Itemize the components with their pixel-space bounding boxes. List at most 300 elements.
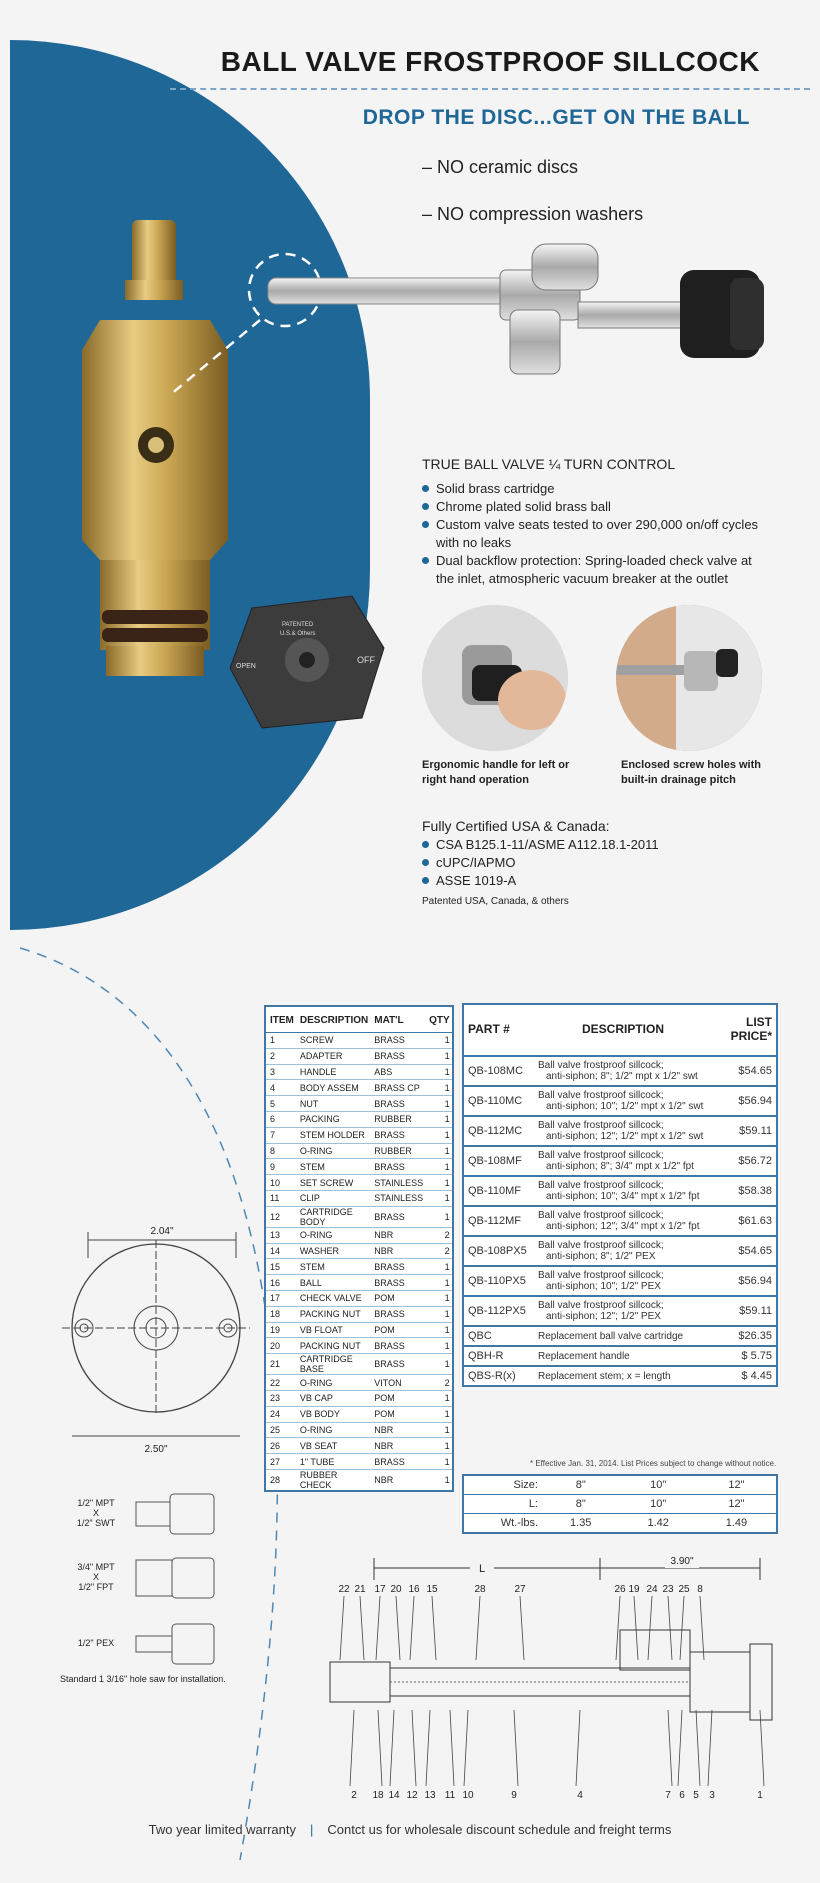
handle-patent-scope-text: U.S.& Others <box>280 631 316 637</box>
table-cell: O-RING <box>296 1422 370 1438</box>
callout-number: 16 <box>408 1584 420 1595</box>
table-row <box>265 1227 453 1243</box>
feature-item: Solid brass cartridge <box>422 480 762 498</box>
table-cell: 17 <box>265 1290 296 1306</box>
table-cell: VB SEAT <box>296 1438 370 1454</box>
table-cell: BRASS <box>370 1338 425 1354</box>
part-description: Ball valve frostproof sillcock; anti-siphon; 12"; 1/2" PEX <box>534 1296 712 1326</box>
table-cell: L: <box>463 1495 542 1514</box>
part-description: Ball valve frostproof sillcock; anti-siphon; 8"; 1/2" mpt x 1/2" swt <box>534 1056 712 1086</box>
table-row <box>463 1296 777 1326</box>
table-cell: 1" TUBE <box>296 1454 370 1470</box>
table-row <box>265 1064 453 1080</box>
table-cell: BALL <box>296 1275 370 1291</box>
handle-in-hand-photo <box>422 605 568 751</box>
table-row <box>265 1175 453 1191</box>
table-row <box>463 1514 777 1534</box>
part-description: Replacement handle <box>534 1346 712 1366</box>
callout-leader-line <box>340 1596 344 1660</box>
part-number: QB-110PX5 <box>463 1266 534 1296</box>
callout-number: 27 <box>514 1584 526 1595</box>
table-cell: 1 <box>425 1454 453 1470</box>
table-cell: BRASS <box>370 1275 425 1291</box>
bullet-dot-icon <box>422 859 429 866</box>
table-row <box>265 1111 453 1127</box>
callout-leader-line <box>410 1596 414 1660</box>
part-number: QB-108MF <box>463 1146 534 1176</box>
list-price: $59.11 <box>712 1116 777 1146</box>
certification-item: cUPC/IAPMO <box>422 854 762 872</box>
callout-number: 20 <box>390 1584 402 1595</box>
handle-illustration <box>222 588 392 736</box>
part-number: QBH-R <box>463 1346 534 1366</box>
patent-note: Patented USA, Canada, & others <box>422 896 569 907</box>
callout-leader-line <box>464 1710 468 1786</box>
table-cell: NUT <box>296 1096 370 1112</box>
table-cell: NBR <box>370 1469 425 1491</box>
certifications-heading: Fully Certified USA & Canada: <box>422 818 610 834</box>
callout-leader-line <box>396 1596 400 1660</box>
claim-no-ceramic: – NO ceramic discs <box>422 157 579 177</box>
callout-leader-line <box>450 1710 454 1786</box>
certification-item: CSA B125.1-11/ASME A112.18.1-2011 <box>422 836 762 854</box>
parts-header-price: LIST PRICE* <box>712 1004 777 1056</box>
table-cell: ADAPTER <box>296 1048 370 1064</box>
table-cell: 25 <box>265 1422 296 1438</box>
callout-leader-line <box>616 1596 620 1660</box>
table-cell: POM <box>370 1322 425 1338</box>
table-cell: 6 <box>265 1111 296 1127</box>
callout-leader-line <box>476 1596 480 1660</box>
callout-number: 24 <box>646 1584 658 1595</box>
list-price: $56.72 <box>712 1146 777 1176</box>
table-row <box>463 1116 777 1146</box>
table-cell: 8" <box>542 1495 619 1514</box>
callout-number: 25 <box>678 1584 690 1595</box>
table-cell: 16 <box>265 1275 296 1291</box>
table-cell: 12" <box>697 1475 777 1495</box>
table-row <box>265 1143 453 1159</box>
table-cell: VB FLOAT <box>296 1322 370 1338</box>
bullet-dot-icon <box>422 841 429 848</box>
table-cell: 1.35 <box>542 1514 619 1534</box>
list-price: $ 4.45 <box>712 1366 777 1386</box>
list-price: $59.11 <box>712 1296 777 1326</box>
part-description: Ball valve frostproof sillcock; anti-siphon; 10"; 3/4" mpt x 1/2" fpt <box>534 1176 712 1206</box>
table-cell: ABS <box>370 1064 425 1080</box>
part-description: Replacement ball valve cartridge <box>534 1326 712 1346</box>
table-row <box>265 1190 453 1206</box>
table-cell: 20 <box>265 1338 296 1354</box>
parts-table-header <box>463 1004 777 1056</box>
callout-leader-line <box>514 1710 518 1786</box>
table-cell: NBR <box>370 1243 425 1259</box>
items-header-material: MAT'L <box>370 1006 425 1033</box>
callout-leader-line <box>668 1710 672 1786</box>
table-cell: 1 <box>425 1469 453 1491</box>
table-cell: 19 <box>265 1322 296 1338</box>
table-cell: SCREW <box>296 1033 370 1049</box>
part-number: QBC <box>463 1326 534 1346</box>
table-cell: 10" <box>619 1475 696 1495</box>
size-table-body <box>463 1475 777 1533</box>
table-row <box>265 1306 453 1322</box>
list-price: $58.38 <box>712 1176 777 1206</box>
callout-number: 28 <box>474 1584 486 1595</box>
part-number: QB-110MF <box>463 1176 534 1206</box>
table-cell: 12 <box>265 1206 296 1227</box>
table-cell: 1 <box>425 1096 453 1112</box>
table-row <box>265 1469 453 1491</box>
callout-leader-line <box>432 1596 436 1660</box>
fitting-pex-icon <box>134 1622 218 1666</box>
table-cell: CARTRIDGE BASE <box>296 1354 370 1375</box>
table-cell: 1 <box>265 1033 296 1049</box>
table-row <box>463 1495 777 1514</box>
table-cell: 3 <box>265 1064 296 1080</box>
part-description: Ball valve frostproof sillcock; anti-siphon; 8"; 1/2" PEX <box>534 1236 712 1266</box>
cross-section-drawing <box>320 1550 780 1810</box>
table-row <box>265 1243 453 1259</box>
callout-leader-line <box>576 1710 580 1786</box>
part-number: QBS-R(x) <box>463 1366 534 1386</box>
callout-leader-line <box>376 1596 380 1660</box>
callout-leader-line <box>668 1596 672 1660</box>
table-cell: BRASS <box>370 1048 425 1064</box>
table-cell: 1 <box>425 1390 453 1406</box>
table-row <box>463 1366 777 1386</box>
table-cell: 2 <box>425 1243 453 1259</box>
title-divider <box>170 88 810 90</box>
table-cell: HANDLE <box>296 1064 370 1080</box>
table-cell: 10 <box>265 1175 296 1191</box>
callout-number: 15 <box>426 1584 438 1595</box>
list-price: $54.65 <box>712 1236 777 1266</box>
parts-table-body <box>463 1056 777 1386</box>
callout-leader-line <box>378 1710 382 1786</box>
table-cell: 1 <box>425 1175 453 1191</box>
callout-number: 12 <box>406 1790 418 1801</box>
part-description: Replacement stem; x = length <box>534 1366 712 1386</box>
table-cell: BRASS <box>370 1033 425 1049</box>
callout-number: 10 <box>462 1790 474 1801</box>
table-row <box>265 1454 453 1470</box>
callout-number: 13 <box>424 1790 436 1801</box>
callout-number: 11 <box>444 1790 456 1801</box>
table-row <box>265 1390 453 1406</box>
table-row <box>265 1275 453 1291</box>
fitting-mpt-fpt-icon <box>134 1556 218 1600</box>
table-row <box>463 1056 777 1086</box>
table-row <box>463 1266 777 1296</box>
handle-open-text: OPEN <box>236 663 256 670</box>
callout-number: 7 <box>665 1790 671 1801</box>
list-price: $26.35 <box>712 1326 777 1346</box>
bullet-dot-icon <box>422 557 429 564</box>
callout-leader-line <box>360 1596 364 1660</box>
table-row <box>463 1176 777 1206</box>
footer-warranty: Two year limited warranty <box>148 1822 297 1837</box>
table-cell: 7 <box>265 1127 296 1143</box>
table-cell: RUBBER CHECK <box>296 1469 370 1491</box>
table-row <box>265 1206 453 1227</box>
callout-number: 23 <box>662 1584 674 1595</box>
table-cell: 18 <box>265 1306 296 1322</box>
table-row <box>265 1080 453 1096</box>
items-table-body <box>265 1033 453 1491</box>
table-row <box>265 1290 453 1306</box>
table-cell: 1 <box>425 1159 453 1175</box>
page-subtitle: DROP THE DISC...GET ON THE BALL <box>362 106 750 129</box>
parts-header-part: PART # <box>463 1004 534 1056</box>
page-title: BALL VALVE FROSTPROOF SILLCOCK <box>220 46 760 77</box>
price-footnote: * Effective Jan. 31, 2014. List Prices subject to change without notice. <box>530 1459 777 1468</box>
part-description: Ball valve frostproof sillcock; anti-siphon; 10"; 1/2" PEX <box>534 1266 712 1296</box>
part-number: QB-112MC <box>463 1116 534 1146</box>
table-row <box>265 1422 453 1438</box>
caption-ergonomic-handle: Ergonomic handle for left or right hand operation <box>422 759 570 786</box>
table-cell: BRASS CP <box>370 1080 425 1096</box>
table-cell: 15 <box>265 1259 296 1275</box>
table-cell: 22 <box>265 1375 296 1391</box>
table-cell: 4 <box>265 1080 296 1096</box>
table-cell: 1 <box>425 1033 453 1049</box>
table-cell: 1.49 <box>697 1514 777 1534</box>
flange-drawing <box>62 1218 262 1458</box>
table-cell: STEM <box>296 1259 370 1275</box>
list-price: $54.65 <box>712 1056 777 1086</box>
parts-price-table <box>462 1003 778 1387</box>
claim-no-washers: – NO compression washers <box>422 204 644 224</box>
table-cell: NBR <box>370 1438 425 1454</box>
parts-header-description: DESCRIPTION <box>534 1004 712 1056</box>
table-row <box>265 1259 453 1275</box>
callout-number: 21 <box>354 1584 366 1595</box>
table-cell: 1 <box>425 1143 453 1159</box>
install-note: Standard 1 3/16" hole saw for installation. <box>60 1674 226 1684</box>
connection-mpt-swt: 1/2" MPT X 1/2" SWT <box>76 1498 116 1528</box>
table-row <box>265 1406 453 1422</box>
items-header-qty: QTY <box>425 1006 453 1033</box>
table-cell: 1 <box>425 1438 453 1454</box>
table-cell: 1 <box>425 1275 453 1291</box>
callout-leader-line <box>426 1710 430 1786</box>
table-cell: CLIP <box>296 1190 370 1206</box>
table-cell: CHECK VALVE <box>296 1290 370 1306</box>
table-row <box>463 1146 777 1176</box>
table-row <box>265 1438 453 1454</box>
table-cell: BRASS <box>370 1206 425 1227</box>
features-heading: TRUE BALL VALVE ¼ TURN CONTROL <box>422 456 676 472</box>
table-cell: 5 <box>265 1096 296 1112</box>
list-price: $56.94 <box>712 1266 777 1296</box>
table-row <box>463 1346 777 1366</box>
handle-patented-text: PATENTED <box>282 622 314 628</box>
table-cell: BRASS <box>370 1454 425 1470</box>
table-cell: WASHER <box>296 1243 370 1259</box>
flange-top-dimension: 2.04" <box>150 1226 174 1237</box>
callout-number: 5 <box>693 1790 699 1801</box>
table-cell: BRASS <box>370 1127 425 1143</box>
table-cell: O-RING <box>296 1143 370 1159</box>
table-cell: 1 <box>425 1190 453 1206</box>
callout-number: 19 <box>628 1584 640 1595</box>
table-cell: 1.42 <box>619 1514 696 1534</box>
table-cell: 1 <box>425 1127 453 1143</box>
list-price: $61.63 <box>712 1206 777 1236</box>
callout-leader-line <box>520 1596 524 1660</box>
callout-leader-line <box>634 1596 638 1660</box>
callout-leader-line <box>696 1710 700 1786</box>
table-cell: NBR <box>370 1422 425 1438</box>
table-cell: 23 <box>265 1390 296 1406</box>
table-cell: 1 <box>425 1354 453 1375</box>
table-cell: 1 <box>425 1322 453 1338</box>
table-cell: 21 <box>265 1354 296 1375</box>
footer-separator: | <box>310 1822 314 1837</box>
size-table <box>462 1474 778 1534</box>
table-cell: 1 <box>425 1406 453 1422</box>
table-cell: PACKING <box>296 1111 370 1127</box>
table-cell: RUBBER <box>370 1143 425 1159</box>
bullet-dot-icon <box>422 521 429 528</box>
callout-leader-line <box>390 1710 394 1786</box>
items-table <box>264 1005 454 1492</box>
features-list <box>422 480 762 588</box>
table-row <box>463 1086 777 1116</box>
length-label: L <box>478 1563 486 1575</box>
items-table-header <box>265 1006 453 1033</box>
part-description: Ball valve frostproof sillcock; anti-siphon; 12"; 3/4" mpt x 1/2" fpt <box>534 1206 712 1236</box>
part-number: QB-108MC <box>463 1056 534 1086</box>
top-callouts <box>338 1584 704 1660</box>
callout-leader-line <box>760 1710 764 1786</box>
table-row <box>265 1159 453 1175</box>
callout-number: 1 <box>757 1790 763 1801</box>
table-cell: CARTRIDGE BODY <box>296 1206 370 1227</box>
table-cell: 9 <box>265 1159 296 1175</box>
table-cell: 12" <box>697 1495 777 1514</box>
table-cell: VB CAP <box>296 1390 370 1406</box>
handle-off-text: OFF <box>357 655 375 665</box>
table-cell: 1 <box>425 1306 453 1322</box>
callout-number: 22 <box>338 1584 350 1595</box>
table-cell: 27 <box>265 1454 296 1470</box>
bullet-dot-icon <box>422 503 429 510</box>
head-dimension-label: 3.90" <box>670 1556 694 1567</box>
table-cell: 1 <box>425 1290 453 1306</box>
table-cell: BRASS <box>370 1259 425 1275</box>
callout-number: 4 <box>577 1790 583 1801</box>
feature-item: Custom valve seats tested to over 290,000 on/off cycles with no leaks <box>422 516 762 552</box>
table-row <box>265 1338 453 1354</box>
table-row <box>265 1375 453 1391</box>
table-cell: POM <box>370 1290 425 1306</box>
table-cell: 2 <box>425 1227 453 1243</box>
table-cell: 1 <box>425 1259 453 1275</box>
callout-leader-line <box>648 1596 652 1660</box>
callout-leader-line <box>708 1710 712 1786</box>
table-cell: PACKING NUT <box>296 1306 370 1322</box>
table-cell: 1 <box>425 1111 453 1127</box>
part-description: Ball valve frostproof sillcock; anti-siphon; 12"; 1/2" mpt x 1/2" swt <box>534 1116 712 1146</box>
table-cell: 11 <box>265 1190 296 1206</box>
table-cell: BRASS <box>370 1354 425 1375</box>
callout-leader-line <box>412 1710 416 1786</box>
feature-item: Chrome plated solid brass ball <box>422 498 762 516</box>
table-cell: 1 <box>425 1080 453 1096</box>
bullet-dot-icon <box>422 877 429 884</box>
callout-number: 14 <box>388 1790 400 1801</box>
connection-mpt-fpt: 3/4" MPT X 1/2" FPT <box>77 1562 115 1592</box>
callout-number: 8 <box>697 1584 703 1595</box>
certifications-list <box>422 836 762 890</box>
list-price: $56.94 <box>712 1086 777 1116</box>
table-cell: 1 <box>425 1422 453 1438</box>
table-cell: 13 <box>265 1227 296 1243</box>
table-cell: 2 <box>425 1375 453 1391</box>
table-cell: 8" <box>542 1475 619 1495</box>
table-row <box>463 1475 777 1495</box>
table-cell: SET SCREW <box>296 1175 370 1191</box>
table-cell: 1 <box>425 1206 453 1227</box>
table-cell: Size: <box>463 1475 542 1495</box>
callout-leader-line <box>700 1596 704 1660</box>
list-price: $ 5.75 <box>712 1346 777 1366</box>
callout-number: 18 <box>372 1790 384 1801</box>
installed-sillcock-photo <box>616 605 762 751</box>
table-cell: 26 <box>265 1438 296 1454</box>
sillcock-illustration <box>260 240 780 430</box>
certification-item: ASSE 1019-A <box>422 872 762 890</box>
callout-number: 6 <box>679 1790 685 1801</box>
table-cell: STEM HOLDER <box>296 1127 370 1143</box>
table-row <box>463 1206 777 1236</box>
table-cell: VB BODY <box>296 1406 370 1422</box>
table-cell: Wt.-lbs. <box>463 1514 542 1534</box>
table-row <box>265 1048 453 1064</box>
table-row <box>265 1033 453 1049</box>
table-row <box>265 1354 453 1375</box>
table-cell: 2 <box>265 1048 296 1064</box>
table-cell: BRASS <box>370 1159 425 1175</box>
table-cell: O-RING <box>296 1227 370 1243</box>
table-cell: 1 <box>425 1338 453 1354</box>
table-cell: PACKING NUT <box>296 1338 370 1354</box>
table-cell: POM <box>370 1390 425 1406</box>
flange-bottom-dimension: 2.50" <box>144 1444 168 1455</box>
table-cell: 24 <box>265 1406 296 1422</box>
table-cell: VITON <box>370 1375 425 1391</box>
table-cell: 1 <box>425 1064 453 1080</box>
callout-number: 17 <box>374 1584 386 1595</box>
bottom-callouts <box>350 1710 764 1801</box>
part-description: Ball valve frostproof sillcock; anti-siphon; 10"; 1/2" mpt x 1/2" swt <box>534 1086 712 1116</box>
items-header-description: DESCRIPTION <box>296 1006 370 1033</box>
part-number: QB-110MC <box>463 1086 534 1116</box>
table-cell: BRASS <box>370 1306 425 1322</box>
table-cell: RUBBER <box>370 1111 425 1127</box>
table-cell: POM <box>370 1406 425 1422</box>
table-cell: STEM <box>296 1159 370 1175</box>
table-row <box>265 1096 453 1112</box>
table-cell: 8 <box>265 1143 296 1159</box>
callout-number: 9 <box>511 1790 517 1801</box>
table-cell: 28 <box>265 1469 296 1491</box>
items-header-item: ITEM <box>265 1006 296 1033</box>
callout-number: 2 <box>351 1790 357 1801</box>
table-row <box>265 1127 453 1143</box>
